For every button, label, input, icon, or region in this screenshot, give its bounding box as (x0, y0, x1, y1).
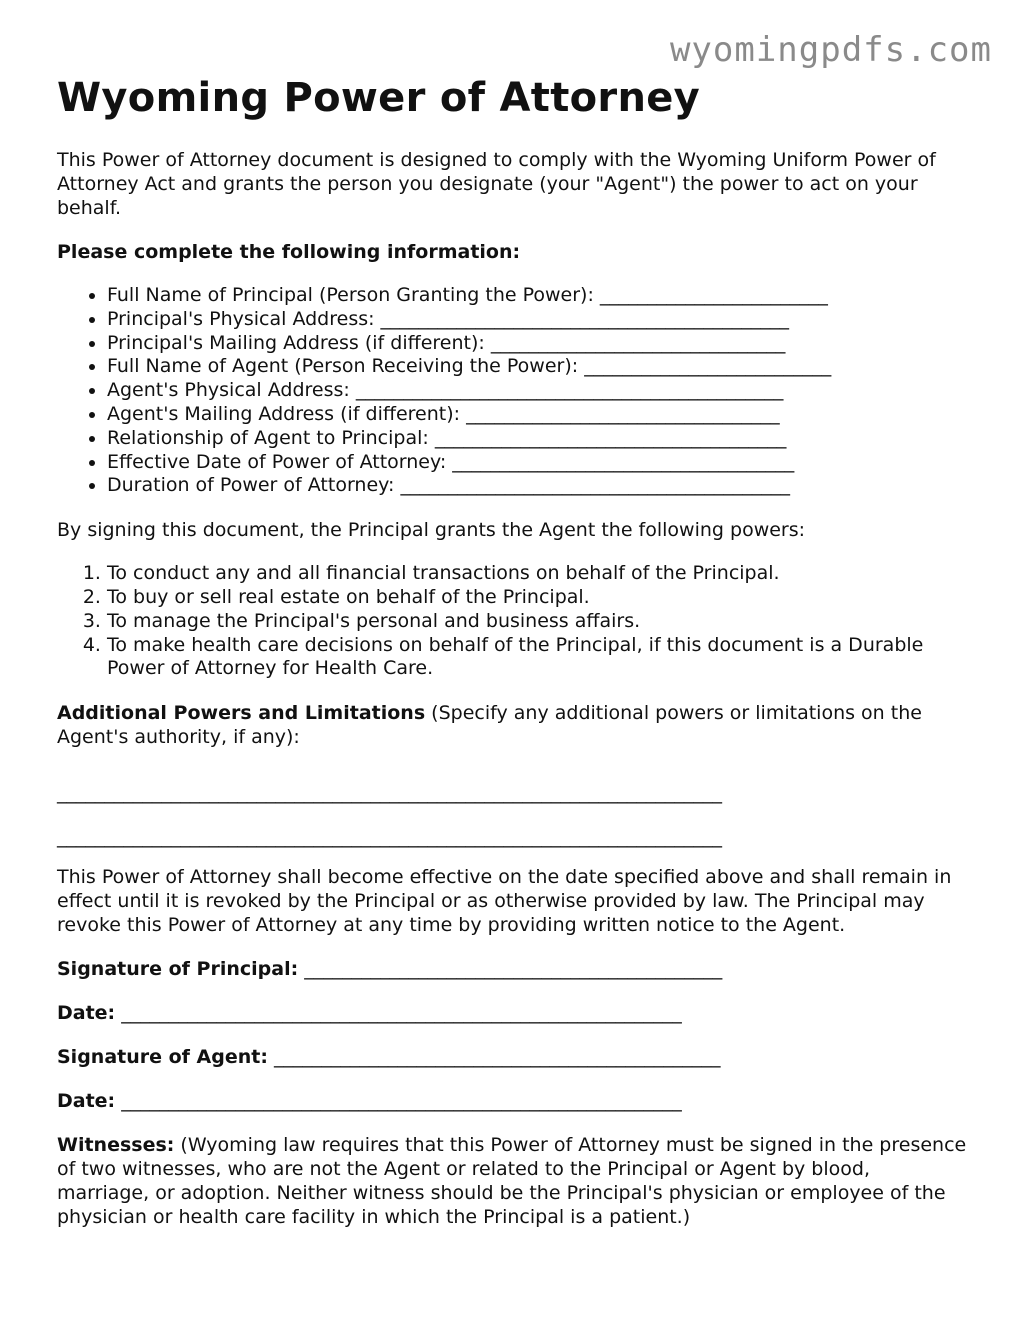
grant-intro: By signing this document, the Principal grants the Agent the following powers: (57, 519, 806, 542)
additional-powers-line-1[interactable]: ______________________________________________________________________ (57, 782, 722, 805)
additional-powers-line-2[interactable]: ______________________________________________________________________ (57, 826, 722, 849)
agent-date-line[interactable]: ___________________________________________________________ (115, 1090, 682, 1113)
power-item: 3. To manage the Principal's personal and business affairs. (107, 610, 967, 634)
agent-date-label: Date: (57, 1090, 116, 1113)
page-title: Wyoming Power of Attorney (57, 75, 701, 121)
info-field-list (57, 284, 967, 498)
field-relationship[interactable]: • Relationship of Agent to Principal: _____________________________________ (107, 427, 967, 451)
agent-signature-row (57, 1045, 967, 1069)
power-item: 4. To make health care decisions on behalf of the Principal, if this document is a Durable Power of Attorney for Health Care. (107, 634, 967, 682)
additional-powers-text: (Specify any additional powers or limitations on the Agent's authority, if any): (57, 702, 922, 749)
field-effective-date[interactable]: • Effective Date of Power of Attorney: ____________________________________ (107, 451, 967, 475)
additional-powers-paragraph (57, 701, 967, 749)
principal-date-row (57, 1001, 967, 1025)
watermark: wyomingpdfs.com (669, 30, 992, 70)
principal-date-label: Date: (57, 1002, 116, 1025)
power-item: 1. To conduct any and all financial transactions on behalf of the Principal. (107, 562, 967, 586)
effective-paragraph: This Power of Attorney shall become effective on the date specified above and shall remain in effect until it is revoked by the Principal or as otherwise provided by law. The Principal may revoke this Power of Attorney at any time by providing written notice to the Agent. (57, 866, 952, 937)
principal-signature-row (57, 957, 967, 981)
document-page (57, 70, 967, 1229)
principal-date-line[interactable]: ___________________________________________________________ (115, 1002, 682, 1025)
witnesses-paragraph (57, 1133, 967, 1229)
agent-date-row (57, 1089, 967, 1113)
principal-signature-line[interactable]: ____________________________________________ (298, 958, 723, 981)
field-principal-name[interactable]: • Full Name of Principal (Person Granting the Power): ________________________ (107, 284, 967, 308)
field-principal-mailing-address[interactable]: • Principal's Mailing Address (if different): _______________________________ (107, 332, 967, 356)
agent-signature-label: Signature of Agent: (57, 1046, 268, 1069)
powers-list (57, 562, 967, 681)
field-agent-mailing-address[interactable]: • Agent's Mailing Address (if different): _________________________________ (107, 403, 967, 427)
principal-signature-label: Signature of Principal: (57, 958, 299, 981)
field-duration[interactable]: • Duration of Power of Attorney: _________________________________________ (107, 474, 967, 498)
info-prompt: Please complete the following information: (57, 241, 521, 263)
field-agent-physical-address[interactable]: • Agent's Physical Address: _____________________________________________ (107, 379, 967, 403)
power-item: 2. To buy or sell real estate on behalf of the Principal. (107, 586, 967, 610)
witnesses-label: Witnesses: (57, 1134, 175, 1157)
agent-signature-line[interactable]: _______________________________________________ (267, 1046, 721, 1069)
additional-powers-label: Additional Powers and Limitations (57, 702, 426, 725)
witnesses-text: (Wyoming law requires that this Power of Attorney must be signed in the presence of two witnesses, who are not the Agent or related to the Principal or Agent by blood, marriage, or adoption. Neither witness should be the Principal's physician or employee of the physician or health care facility in which the Principal is a patient.) (57, 1134, 967, 1229)
field-principal-physical-address[interactable]: • Principal's Physical Address: ___________________________________________ (107, 308, 967, 332)
intro-paragraph: This Power of Attorney document is designed to comply with the Wyoming Uniform Power of Attorney Act and grants the person you designate (your "Agent") the power to act on your behalf. (57, 149, 936, 219)
field-agent-name[interactable]: • Full Name of Agent (Person Receiving the Power): __________________________ (107, 355, 967, 379)
